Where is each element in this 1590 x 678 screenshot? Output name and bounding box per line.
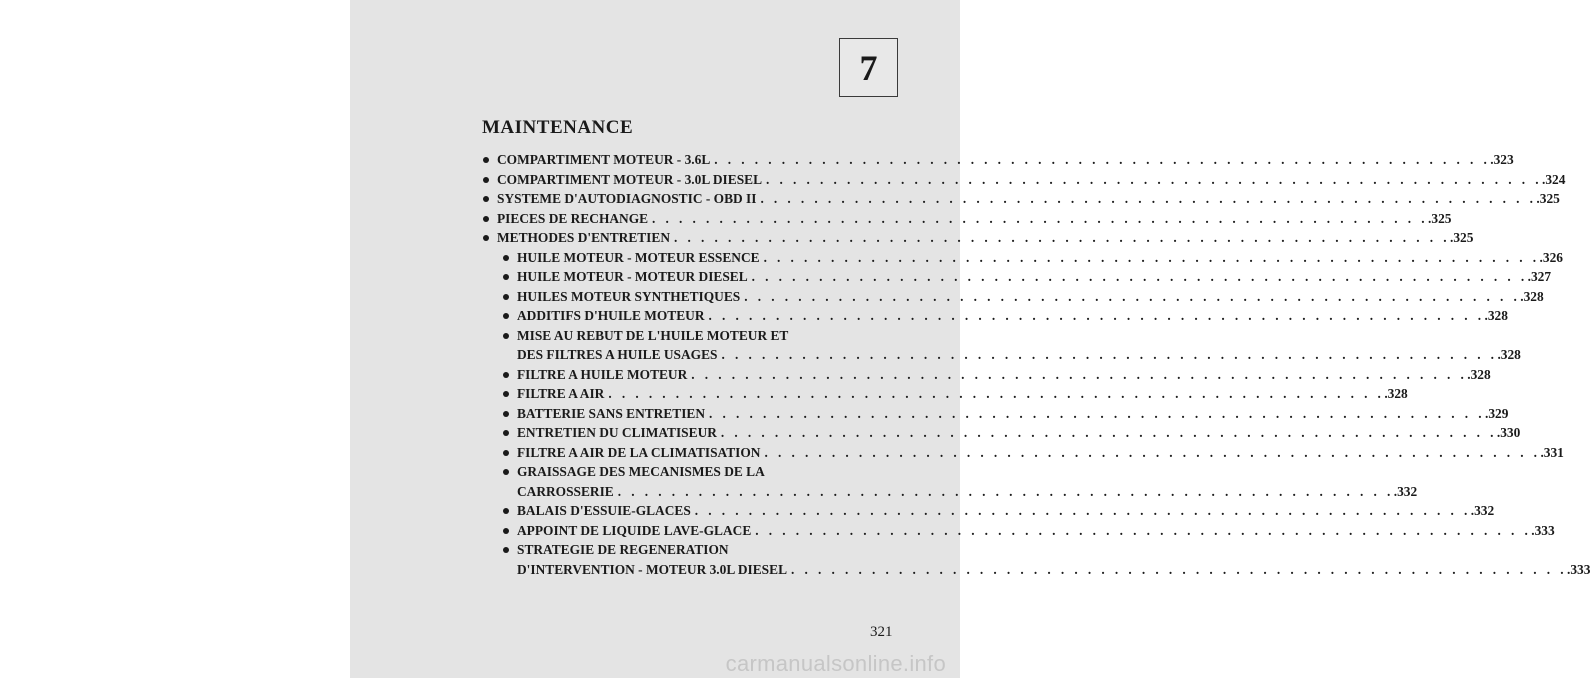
toc-entry-page: .329 <box>1485 405 1509 421</box>
toc-subentry[interactable] <box>502 365 1491 385</box>
toc-entry[interactable] <box>482 150 1514 170</box>
toc-entry-title: METHODES D'ENTRETIEN <box>497 230 670 245</box>
toc-subentry[interactable] <box>502 423 1521 443</box>
dot-leader: . . . . . . . . . . . . . . . . . . . . . . . . . . . . . . . . . . . . . . . . . . . . . . . . . . . . . . . . . . <box>674 230 1450 245</box>
toc-entry[interactable] <box>482 170 1566 190</box>
toc-entry-title: FILTRE A AIR <box>517 386 605 401</box>
toc-entry[interactable] <box>482 189 1560 209</box>
toc-subentry[interactable] <box>502 326 1521 365</box>
toc-entry-title-line1: STRATEGIE DE REGENERATION <box>517 542 729 557</box>
dot-leader: . . . . . . . . . . . . . . . . . . . . . . . . . . . . . . . . . . . . . . . . . . . . . . . . . . . . . . . . . . <box>714 152 1491 167</box>
chapter-number: 7 <box>859 47 878 88</box>
toc-entry-title: CARROSSERIE <box>517 483 614 499</box>
toc-subentry[interactable] <box>502 462 1418 501</box>
toc-entry-title: HUILE MOTEUR - MOTEUR ESSENCE <box>517 249 760 265</box>
toc-subentry[interactable] <box>502 267 1552 287</box>
toc-entry[interactable] <box>482 228 1474 248</box>
manual-page <box>350 0 1590 678</box>
toc-entry-page: .328 <box>1497 347 1521 362</box>
toc-entry-title: COMPARTIMENT MOTEUR - 3.6L <box>497 152 711 167</box>
toc-subentry[interactable] <box>502 540 1590 579</box>
toc-entry-page: .326 <box>1539 249 1563 265</box>
dot-leader: . . . . . . . . . . . . . . . . . . . . . . . . . . . . . . . . . . . . . . . . . . . . . . . . . . . . . . . . . . <box>760 191 1537 206</box>
toc-entry[interactable] <box>482 209 1452 229</box>
dot-leader: . . . . . . . . . . . . . . . . . . . . . . . . . . . . . . . . . . . . . . . . . . . . . . . . . . . . . . . . . . <box>720 425 1497 440</box>
toc-entry-page: .330 <box>1496 425 1521 440</box>
toc-entry-page: .324 <box>1542 171 1566 187</box>
watermark-text: carmanualsonline.info <box>725 651 946 676</box>
dot-leader: . . . . . . . . . . . . . . . . . . . . . . . . . . . . . . . . . . . . . . . . . . . . . . . . . . . . . . . . . . <box>709 405 1486 421</box>
dot-leader: . . . . . . . . . . . . . . . . . . . . . . . . . . . . . . . . . . . . . . . . . . . . . . . . . . . . . . . . . . <box>744 288 1521 304</box>
toc-entry-title-line1: GRAISSAGE DES MECANISMES DE LA <box>517 464 765 479</box>
dot-leader: . . . . . . . . . . . . . . . . . . . . . . . . . . . . . . . . . . . . . . . . . . . . . . . . . . . . . . . . . . <box>691 366 1468 382</box>
toc-entry-page: .325 <box>1449 230 1474 245</box>
toc-entry-page: .328 <box>1520 288 1544 304</box>
toc-entry-title-line1: MISE AU REBUT DE L'HUILE MOTEUR ET <box>517 327 789 343</box>
toc-entry-page: .328 <box>1484 308 1508 323</box>
dot-leader: . . . . . . . . . . . . . . . . . . . . . . . . . . . . . . . . . . . . . . . . . . . . . . . . . . . . . . . . . . <box>755 522 1532 538</box>
toc-entry-page: .332 <box>1470 503 1495 518</box>
toc-entry-title: SYSTEME D'AUTODIAGNOSTIC - OBD II <box>497 191 757 206</box>
dot-leader: . . . . . . . . . . . . . . . . . . . . . . . . . . . . . . . . . . . . . . . . . . . . . . . . . . . . . . . . . . <box>608 386 1385 401</box>
dot-leader: . . . . . . . . . . . . . . . . . . . . . . . . . . . . . . . . . . . . . . . . . . . . . . . . . . . . . . . . . . <box>764 444 1541 460</box>
toc-subentry[interactable] <box>502 384 1408 404</box>
toc-entry-title: ENTRETIEN DU CLIMATISEUR <box>517 425 717 440</box>
toc-entry-title: BALAIS D'ESSUIE-GLACES <box>517 503 691 518</box>
toc-entry-page: .328 <box>1384 386 1408 401</box>
toc-entry-page: .333 <box>1531 522 1555 538</box>
toc-subentry[interactable] <box>502 521 1555 541</box>
toc-entry-title: FILTRE A HUILE MOTEUR <box>517 366 688 382</box>
page-number: 321 <box>870 624 893 640</box>
dot-leader: . . . . . . . . . . . . . . . . . . . . . . . . . . . . . . . . . . . . . . . . . . . . . . . . . . . . . . . . . . <box>617 483 1394 499</box>
toc-subentry[interactable] <box>502 501 1495 521</box>
dot-leader: . . . . . . . . . . . . . . . . . . . . . . . . . . . . . . . . . . . . . . . . . . . . . . . . . . . . . . . . . . <box>763 249 1540 265</box>
toc-entry-page: .331 <box>1540 444 1564 460</box>
toc-entry-title: D'INTERVENTION - MOTEUR 3.0L DIESEL <box>517 561 787 577</box>
toc-entry-page: .325 <box>1428 210 1452 226</box>
toc-entry-page: .328 <box>1467 366 1491 382</box>
toc-entry-title: HUILES MOTEUR SYNTHETIQUES <box>517 288 741 304</box>
toc-subentry[interactable] <box>502 443 1564 463</box>
toc-entry-page: .333 <box>1566 561 1590 577</box>
dot-leader: . . . . . . . . . . . . . . . . . . . . . . . . . . . . . . . . . . . . . . . . . . . . . . . . . . . . . . . . . . <box>791 561 1567 577</box>
toc-subentry[interactable] <box>502 404 1509 424</box>
dot-leader: . . . . . . . . . . . . . . . . . . . . . . . . . . . . . . . . . . . . . . . . . . . . . . . . . . . . . . . . . . <box>694 503 1471 518</box>
toc-entry-page: .325 <box>1536 191 1560 206</box>
toc-entry-title: FILTRE A AIR DE LA CLIMATISATION <box>517 444 761 460</box>
chapter-number-box <box>839 38 898 97</box>
toc-entry-title: COMPARTIMENT MOTEUR - 3.0L DIESEL <box>497 171 763 187</box>
toc-entry-title: PIECES DE RECHANGE <box>497 210 649 226</box>
toc-entry-title: DES FILTRES A HUILE USAGES <box>517 347 718 362</box>
toc-entry-title: HUILE MOTEUR - MOTEUR DIESEL <box>517 269 748 284</box>
table-of-contents <box>482 150 1590 579</box>
toc-entry-title: ADDITIFS D'HUILE MOTEUR <box>517 308 705 323</box>
toc-entry-page: .323 <box>1490 152 1514 167</box>
dot-leader: . . . . . . . . . . . . . . . . . . . . . . . . . . . . . . . . . . . . . . . . . . . . . . . . . . . . . . . . . . <box>708 308 1485 323</box>
toc-subentry[interactable] <box>502 306 1508 326</box>
toc-subentry[interactable] <box>502 287 1544 307</box>
toc-entry-title: BATTERIE SANS ENTRETIEN <box>517 405 706 421</box>
toc-entry-title: APPOINT DE LIQUIDE LAVE-GLACE <box>517 522 752 538</box>
section-title: MAINTENANCE <box>482 117 634 138</box>
dot-leader: . . . . . . . . . . . . . . . . . . . . . . . . . . . . . . . . . . . . . . . . . . . . . . . . . . . . . . . . . . <box>721 347 1498 362</box>
dot-leader: . . . . . . . . . . . . . . . . . . . . . . . . . . . . . . . . . . . . . . . . . . . . . . . . . . . . . . . . . . <box>766 171 1542 187</box>
toc-subentry[interactable] <box>502 248 1563 268</box>
dot-leader: . . . . . . . . . . . . . . . . . . . . . . . . . . . . . . . . . . . . . . . . . . . . . . . . . . . . . . . . . . <box>652 210 1429 226</box>
dot-leader: . . . . . . . . . . . . . . . . . . . . . . . . . . . . . . . . . . . . . . . . . . . . . . . . . . . . . . . . . . <box>751 269 1528 284</box>
toc-entry-page: .332 <box>1393 483 1418 499</box>
toc-entry-page: .327 <box>1527 269 1552 284</box>
